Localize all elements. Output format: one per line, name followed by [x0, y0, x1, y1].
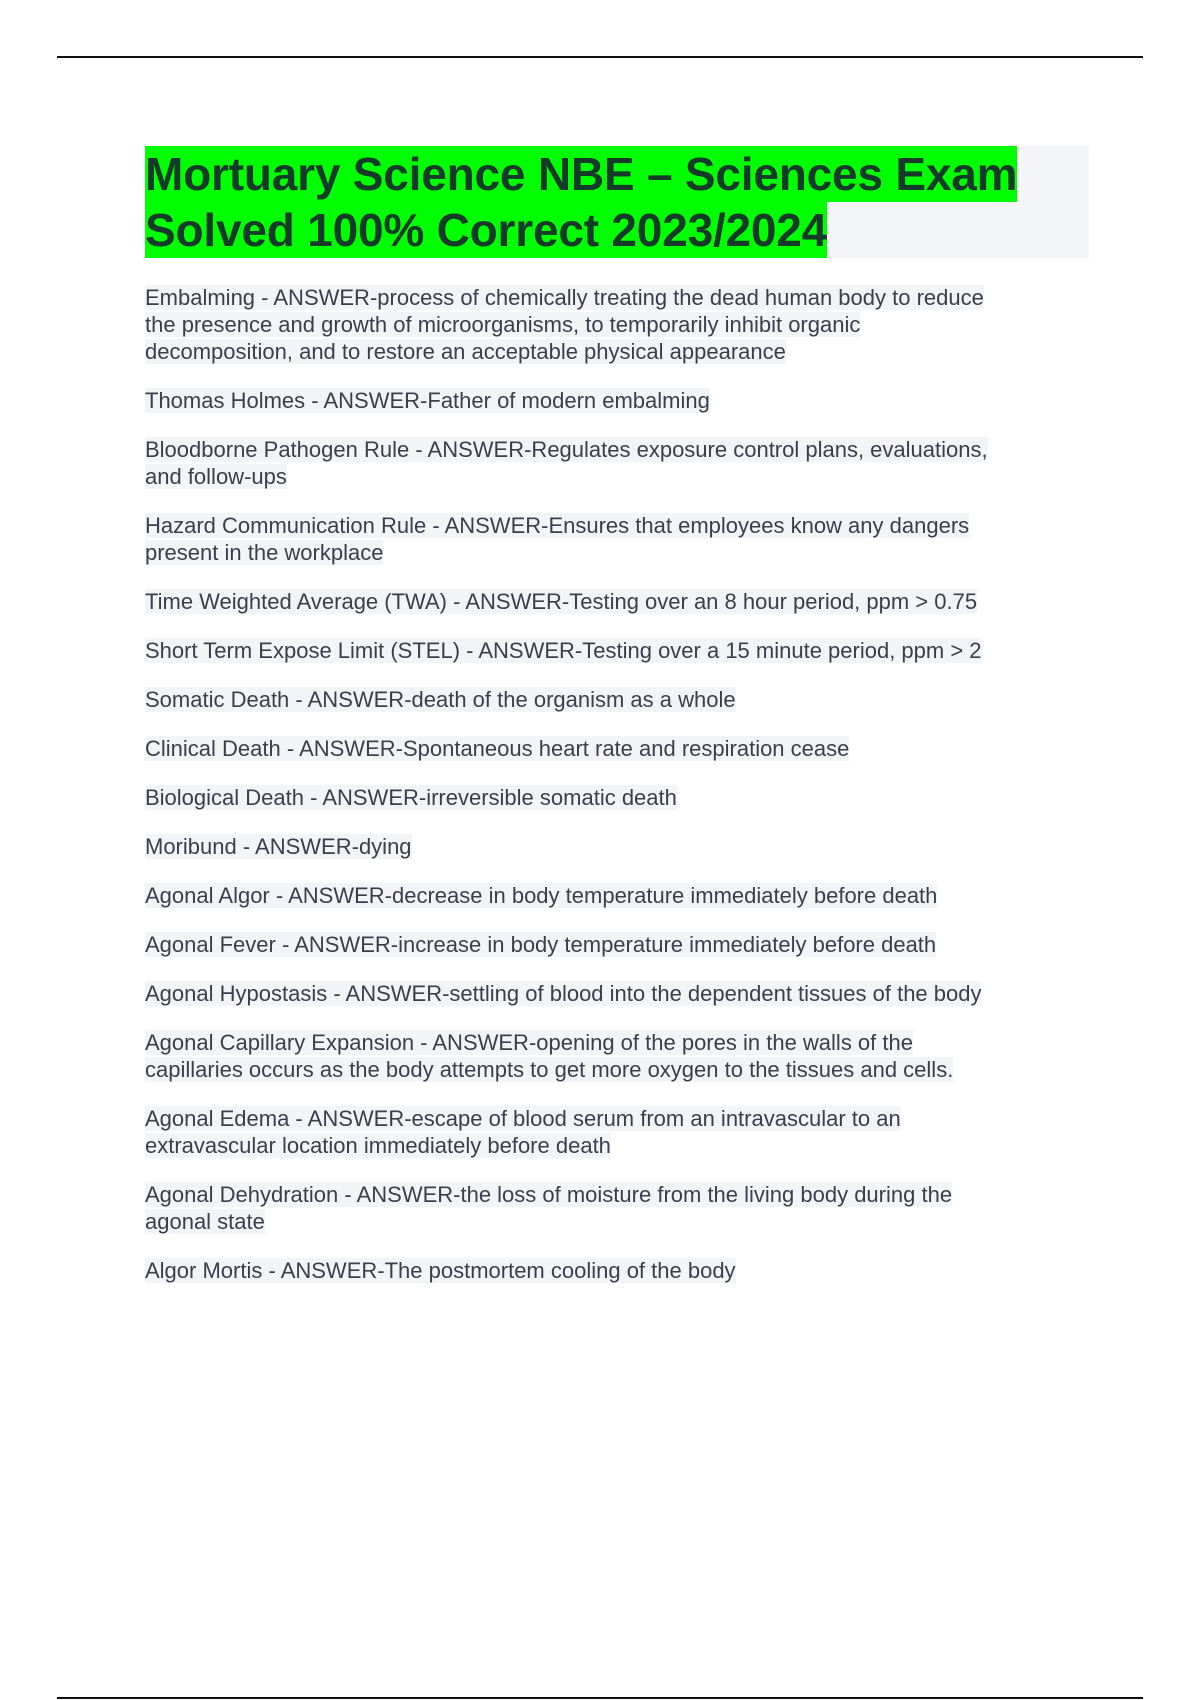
- qa-item: [145, 980, 1075, 1007]
- qa-item-line: Time Weighted Average (TWA) - ANSWER-Testing over an 8 hour period, ppm > 0.75: [145, 589, 978, 614]
- qa-item-line: Agonal Capillary Expansion - ANSWER-opening of the pores in the walls of the: [145, 1030, 913, 1055]
- qa-list: [145, 284, 1075, 1306]
- qa-item: [145, 588, 1075, 615]
- qa-item-line: Somatic Death - ANSWER-death of the organism as a whole: [145, 687, 736, 712]
- qa-item-line: Agonal Edema - ANSWER-escape of blood serum from an intravascular to an: [145, 1106, 901, 1131]
- qa-item-line: the presence and growth of microorganisms, to temporarily inhibit organic: [145, 312, 861, 337]
- qa-item: [145, 833, 1075, 860]
- qa-item: [145, 1257, 1075, 1284]
- qa-item: [145, 637, 1075, 664]
- qa-item: [145, 512, 1075, 566]
- qa-item-line: capillaries occurs as the body attempts to get more oxygen to the tissues and cells.: [145, 1057, 954, 1082]
- footer-rule: [57, 1697, 1143, 1699]
- qa-item: [145, 436, 1075, 490]
- qa-item: [145, 387, 1075, 414]
- qa-item-line: Agonal Dehydration - ANSWER-the loss of moisture from the living body during the: [145, 1182, 953, 1207]
- qa-item: [145, 1105, 1075, 1159]
- qa-item-line: and follow-ups: [145, 464, 287, 489]
- title-line-1: Mortuary Science NBE – Sciences Exam: [145, 148, 1018, 200]
- qa-item-line: Algor Mortis - ANSWER-The postmortem cooling of the body: [145, 1258, 736, 1283]
- qa-item-line: Moribund - ANSWER-dying: [145, 834, 412, 859]
- qa-item-line: Hazard Communication Rule - ANSWER-Ensures that employees know any dangers: [145, 513, 970, 538]
- qa-item: [145, 882, 1075, 909]
- qa-item-line: present in the workplace: [145, 540, 384, 565]
- header-rule: [57, 56, 1143, 58]
- qa-item-line: Biological Death - ANSWER-irreversible somatic death: [145, 785, 677, 810]
- qa-item-line: decomposition, and to restore an acceptable physical appearance: [145, 339, 786, 364]
- qa-item-line: Agonal Fever - ANSWER-increase in body temperature immediately before death: [145, 932, 937, 957]
- qa-item-line: Agonal Hypostasis - ANSWER-settling of blood into the dependent tissues of the body: [145, 981, 982, 1006]
- qa-item-line: Thomas Holmes - ANSWER-Father of modern embalming: [145, 388, 710, 413]
- qa-item: [145, 784, 1075, 811]
- title-line-2: Solved 100% Correct 2023/2024: [145, 204, 828, 256]
- qa-item: [145, 735, 1075, 762]
- qa-item: [145, 284, 1075, 365]
- qa-item-line: agonal state: [145, 1209, 265, 1234]
- qa-item-line: Embalming - ANSWER-process of chemically treating the dead human body to reduce: [145, 285, 984, 310]
- qa-item: [145, 931, 1075, 958]
- qa-item-line: extravascular location immediately before death: [145, 1133, 611, 1158]
- qa-item: [145, 1181, 1075, 1235]
- qa-item-line: Short Term Expose Limit (STEL) - ANSWER-Testing over a 15 minute period, ppm > 2: [145, 638, 982, 663]
- qa-item: [145, 686, 1075, 713]
- page-title: [145, 146, 1089, 258]
- qa-item-line: Clinical Death - ANSWER-Spontaneous heart rate and respiration cease: [145, 736, 850, 761]
- qa-item-line: Agonal Algor - ANSWER-decrease in body temperature immediately before death: [145, 883, 938, 908]
- qa-item: [145, 1029, 1075, 1083]
- qa-item-line: Bloodborne Pathogen Rule - ANSWER-Regulates exposure control plans, evaluations,: [145, 437, 988, 462]
